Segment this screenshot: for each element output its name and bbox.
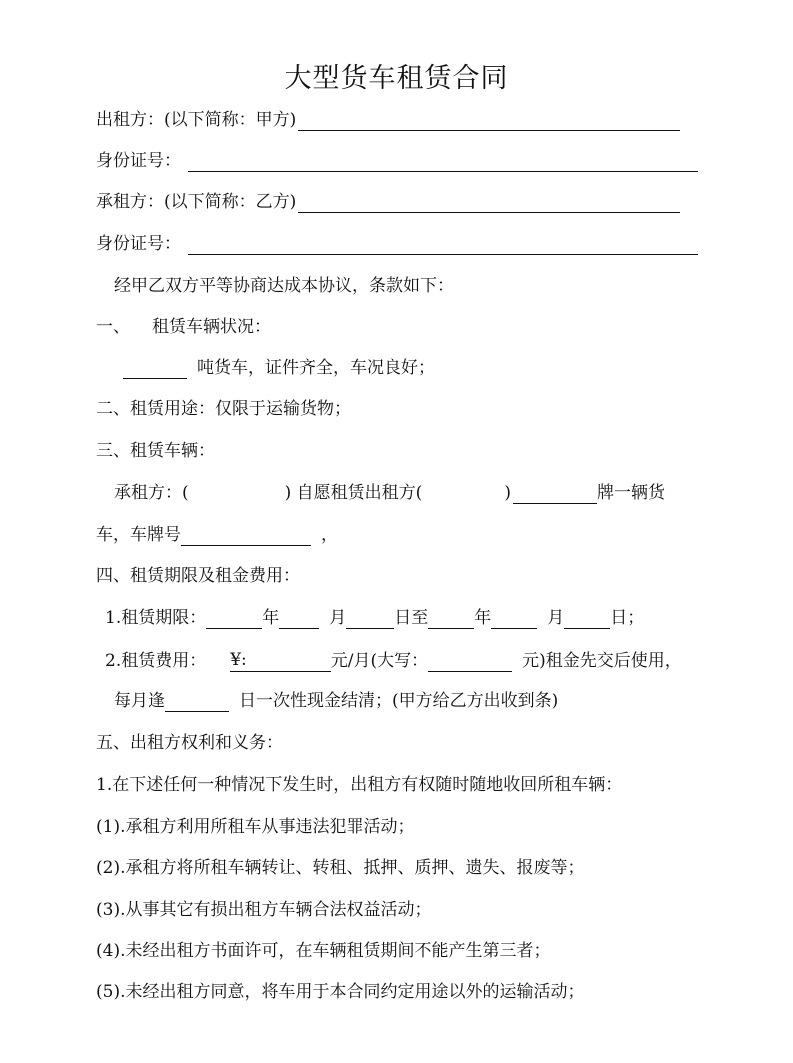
s5-sub-3-text: (3).从事其它有损出租方车辆合法权益活动；	[96, 900, 432, 920]
fee-tail-text: 元)租金先交后使用，	[522, 651, 682, 671]
end-year-unit: 年	[474, 608, 492, 628]
intro-text	[114, 275, 454, 297]
truck-brand-field[interactable]	[513, 486, 597, 504]
s5-sub-4-text: (4).未经出租方书面许可，在车辆租赁期间不能产生第三者；	[96, 941, 551, 961]
lessor-line	[96, 109, 680, 131]
lessor-id-line	[96, 150, 698, 172]
section-5-item-1	[96, 774, 622, 796]
section-3-text: 三、租赁车辆：	[96, 441, 215, 461]
intro-label: 经甲乙双方平等协商达成本协议，条款如下：	[114, 276, 454, 296]
s3-tail-text: 牌一辆货	[596, 483, 665, 503]
s5-sub-2-text: (2).承租方将所租车辆转让、转租、抵押、质押、遗失、报废等；	[96, 858, 585, 878]
section-5-sub-5	[96, 981, 584, 1003]
start-day-unit: 日至	[394, 608, 429, 628]
section-1-heading	[96, 316, 271, 338]
s5-sub-1-text: (1).承租方利用所租车从事违法犯罪活动；	[96, 817, 415, 837]
lease-fee-label: 2.租赁费用：	[105, 651, 207, 671]
section-5-heading	[96, 732, 283, 754]
start-day-field[interactable]	[346, 611, 394, 629]
section-4-text: 四、租赁期限及租金费用：	[96, 566, 300, 586]
section-5-sub-3	[96, 899, 431, 921]
section-1-body-text: 吨货车，证件齐全，车况良好；	[197, 358, 435, 378]
lease-period-line	[105, 607, 644, 629]
page-title: 大型货车租赁合同	[284, 63, 509, 94]
start-month-unit: 月	[329, 608, 347, 628]
start-year-field[interactable]	[206, 611, 262, 629]
s5-item-1-text: 1.在下述任何一种情况下发生时，出租方有权随时随地收回所租车辆：	[96, 775, 623, 795]
lease-fee-line	[105, 649, 682, 672]
section-1-body	[123, 357, 435, 379]
section-3-heading	[96, 440, 215, 462]
section-3-line-1	[114, 482, 665, 504]
section-2-text: 二、租赁用途：仅限于运输货物；	[96, 399, 351, 419]
s5-sub-5-text: (5).未经出租方同意，将车用于本合同约定用途以外的运输活动；	[96, 982, 585, 1002]
tonnage-field[interactable]	[123, 361, 187, 379]
section-1-title: 租赁车辆状况：	[152, 317, 271, 337]
lessee-id-field[interactable]	[188, 237, 698, 255]
lessor-id-field[interactable]	[188, 154, 698, 172]
payment-day-field[interactable]	[165, 694, 229, 712]
section-4-heading	[96, 565, 300, 587]
lessor-name-field[interactable]	[298, 113, 680, 131]
lessee-id-line	[96, 233, 698, 255]
end-day-unit: 日；	[610, 608, 645, 628]
lessee-line	[96, 191, 680, 213]
lessee-name-field[interactable]	[298, 195, 680, 213]
lessee-label: 承租方：(以下简称：乙方)	[96, 192, 297, 212]
end-day-field[interactable]	[564, 611, 610, 629]
currency-symbol: ¥:	[230, 649, 263, 672]
lessee-id-label: 身份证号：	[96, 234, 181, 254]
start-year-unit: 年	[262, 608, 280, 628]
end-month-unit: 月	[547, 608, 565, 628]
payment-day-label: 每月逢	[114, 691, 165, 711]
s3-close-paren: )	[504, 483, 511, 503]
lease-period-label: 1.租赁期限：	[105, 608, 207, 628]
fee-in-words-field[interactable]	[428, 654, 512, 672]
section-5-sub-2	[96, 857, 584, 879]
section-5-sub-4	[96, 940, 550, 962]
payment-day-text: 日一次性现金结清；(甲方给乙方出收到条)	[239, 691, 559, 711]
payment-day-line	[114, 690, 558, 712]
end-month-field[interactable]	[491, 611, 537, 629]
section-5-sub-1	[96, 816, 414, 838]
lessor-label: 出租方：(以下简称：甲方)	[96, 110, 297, 130]
section-2	[96, 398, 351, 420]
section-1-number: 一、	[96, 317, 130, 337]
license-plate-field[interactable]	[181, 528, 311, 546]
section-5-text: 五、出租方权利和义务：	[96, 733, 283, 753]
section-3-line-2	[96, 524, 338, 546]
start-month-field[interactable]	[279, 611, 319, 629]
end-year-field[interactable]	[428, 611, 474, 629]
s3-mid-text: ) 自愿租赁出租方(	[284, 483, 423, 503]
s3-comma: ，	[321, 525, 338, 545]
per-month-text: 元/月(大写：	[330, 651, 429, 671]
s3-plate-label: 车，车牌号	[96, 525, 181, 545]
monthly-fee-field[interactable]	[263, 654, 331, 672]
s3-lessee-label: 承租方：(	[114, 483, 189, 503]
lessor-id-label: 身份证号：	[96, 151, 181, 171]
